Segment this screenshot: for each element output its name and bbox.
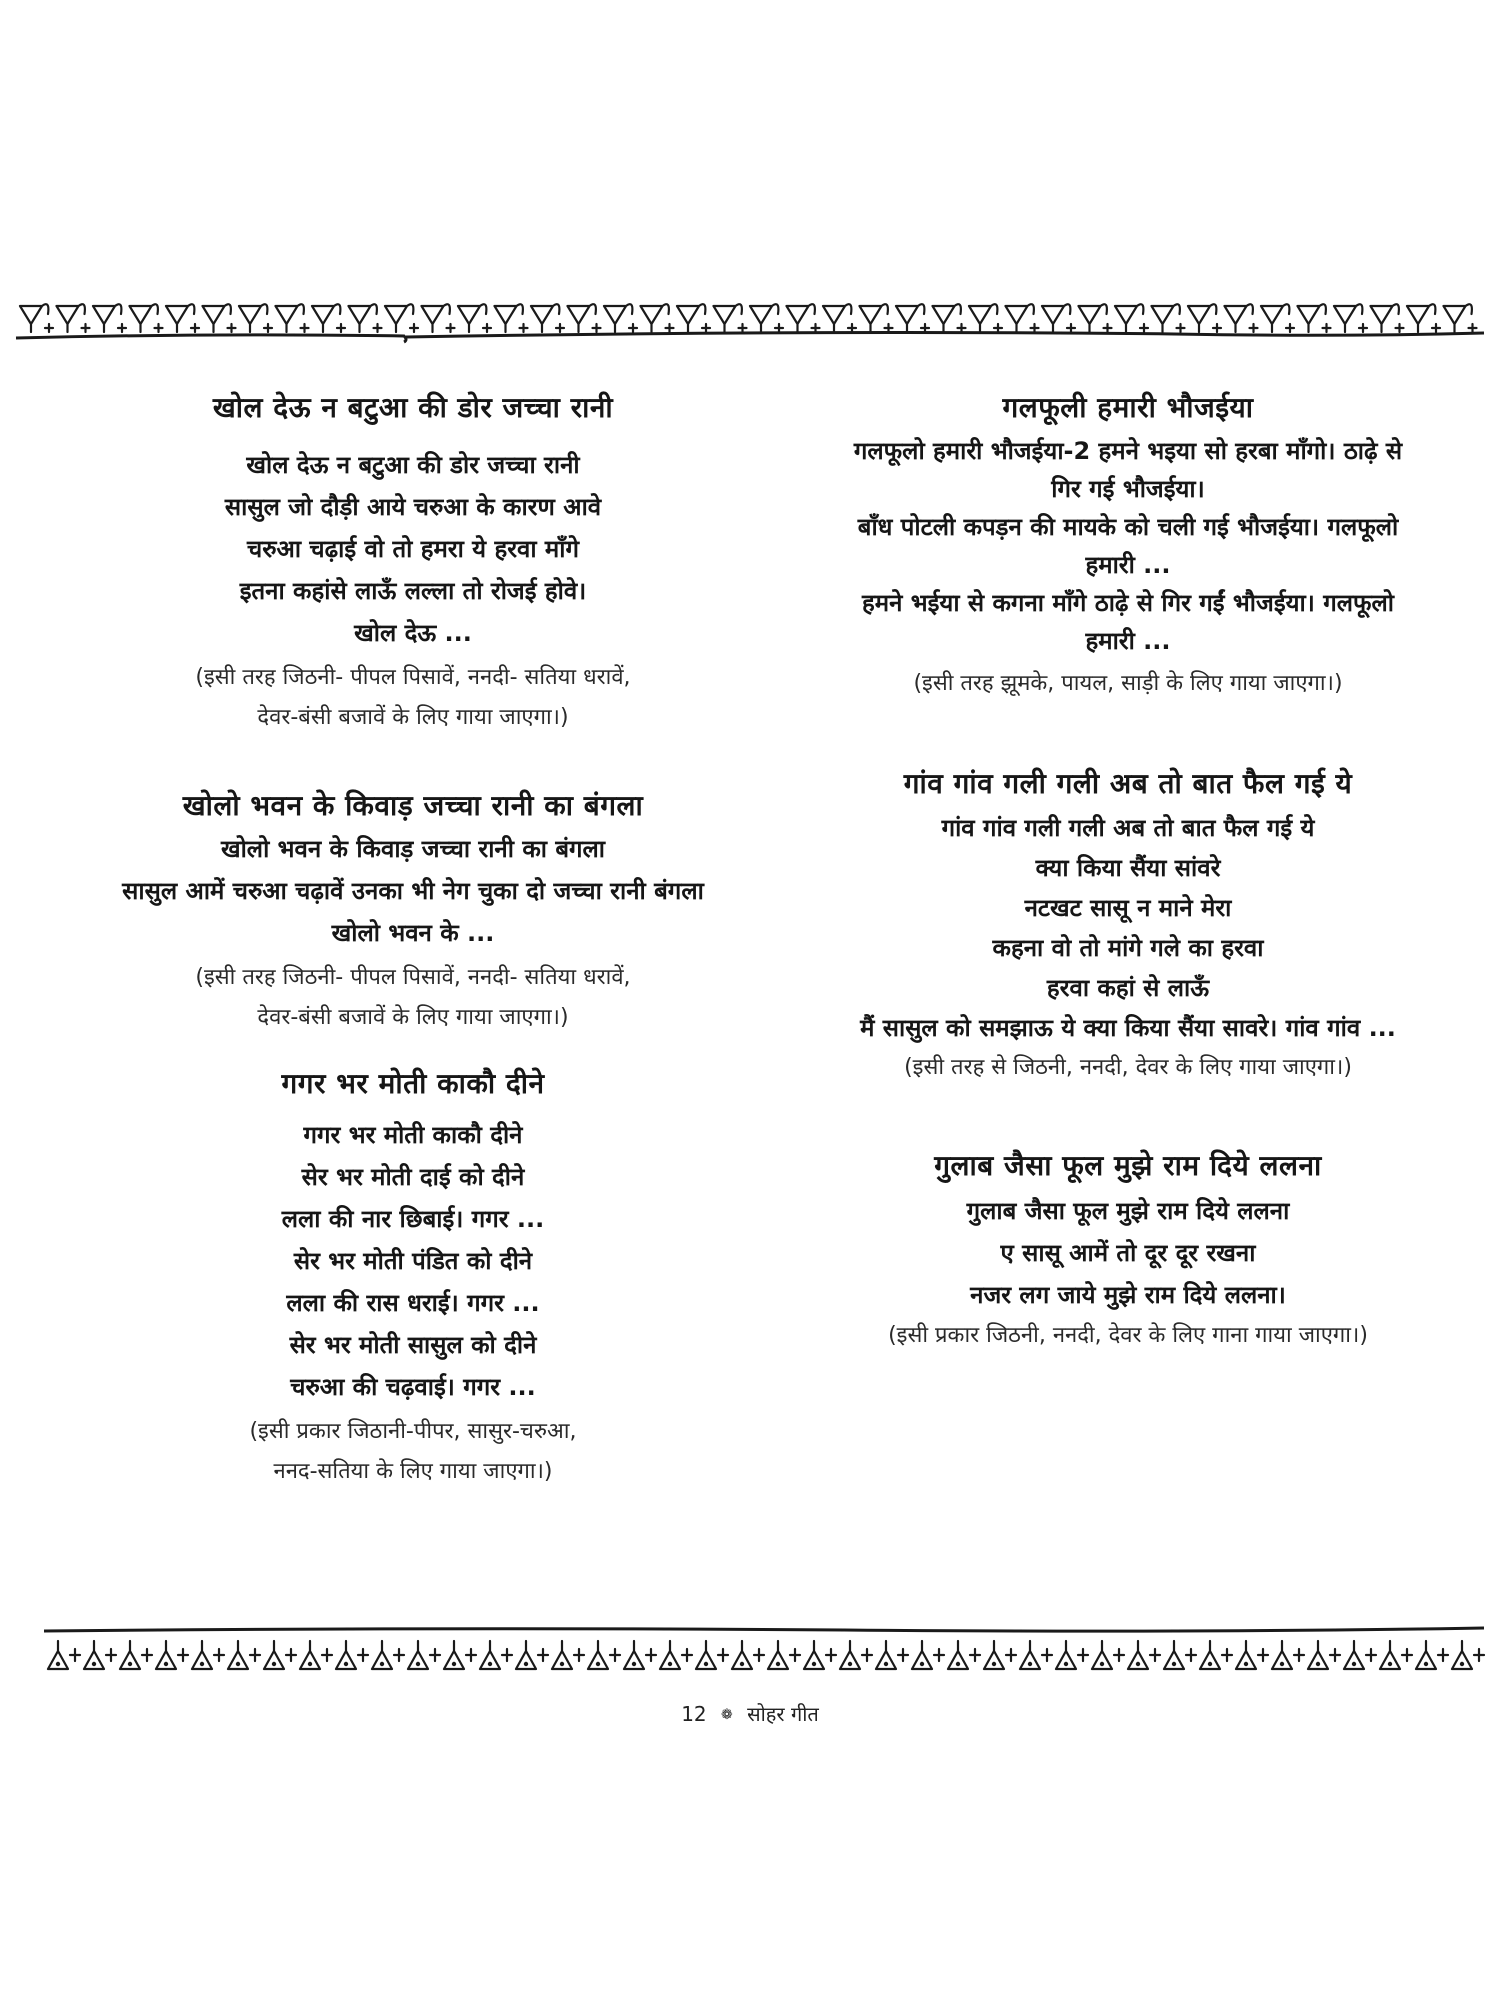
song-line: सासुल जो दौड़ी आये चरुआ के कारण आवे (224, 493, 602, 521)
song-line: ए सासू आमें तो दूर दूर रखना (1000, 1239, 1256, 1267)
song-line: गांव गांव गली गली अब तो बात फैल गई ये (941, 814, 1315, 842)
song-line: हरवा कहां से लाऊँ (1046, 974, 1210, 1002)
song-line: गुलाब जैसा फूल मुझे राम दिये ललना (966, 1197, 1290, 1225)
song-line: हमारी ... (1085, 551, 1171, 579)
song-gulab-jaisa (778, 1146, 1478, 1356)
song-note: देवर-बंसी बजावें के लिए गाया जाएगा।) (257, 1005, 569, 1030)
page-footer (0, 1700, 1500, 1727)
song-line: नटखट सासू न माने मेरा (1024, 894, 1232, 922)
song-galfuli (778, 388, 1478, 704)
song-title: गलफूली हमारी भौजईया (1002, 391, 1254, 424)
song-line: हमने भईया से कगना माँगे ठाढ़े से गिर गईं भौजईया। गलफूलो (862, 589, 1394, 617)
song-title: खोलो भवन के किवाड़ जच्चा रानी का बंगला (182, 789, 644, 822)
book-title: सोहर गीत (747, 1702, 819, 1726)
song-line: चरुआ की चढ़वाई। गगर ... (290, 1373, 536, 1401)
song-note: (इसी तरह झूमके, पायल, साड़ी के लिए गाया जाएगा।) (913, 671, 1343, 696)
song-line: सेर भर मोती दाई को दीने (301, 1163, 525, 1191)
song-note: (इसी प्रकार जिठनी, ननदी, देवर के लिए गाना गाया जाएगा।) (888, 1323, 1368, 1348)
song-gagar-bhar (48, 1064, 778, 1492)
song-line: कहना वो तो मांगे गले का हरवा (992, 934, 1264, 962)
song-line: खोलो भवन के किवाड़ जच्चा रानी का बंगला (220, 835, 606, 863)
song-line: इतना कहांसे लाऊँ लल्ला तो रोजई होवे। (239, 577, 587, 605)
bottom-border-ornament (44, 1625, 1486, 1681)
song-line: सेर भर मोती पंडित को दीने (293, 1247, 533, 1275)
song-line: खोल देऊ न बटुआ की डोर जच्चा रानी (246, 451, 580, 479)
page-number: 12 (681, 1702, 707, 1726)
song-line: गगर भर मोती काकौ दीने (303, 1121, 523, 1149)
right-column (778, 388, 1478, 1356)
song-line: हमारी ... (1085, 627, 1171, 655)
song-line: मैं सासुल को समझाऊ ये क्या किया सैंया सावरे। गांव गांव ... (860, 1014, 1396, 1042)
song-line: खोल देऊ ... (354, 619, 472, 647)
left-column (48, 388, 778, 1492)
song-line: बाँध पोटली कपड़न की मायके को चली गई भौजईया। गलफूलो (857, 513, 1399, 541)
song-kholo-bhavan (48, 786, 778, 1038)
song-line: लला की नार छिबाई। गगर ... (281, 1205, 545, 1233)
song-line: गलफूलो हमारी भौजईया-2 हमने भइया सो हरबा माँगो। ठाढ़े से (853, 437, 1403, 465)
top-border-ornament (14, 296, 1486, 346)
song-note: (इसी तरह जिठनी- पीपल पिसावें, ननदी- सतिया धरावें, (195, 665, 631, 690)
song-note: ननद-सतिया के लिए गाया जाएगा।) (273, 1459, 553, 1484)
song-line: सेर भर मोती सासुल को दीने (289, 1331, 537, 1359)
song-note: (इसी तरह जिठनी- पीपल पिसावें, ननदी- सतिया धरावें, (195, 965, 631, 990)
song-line: सासुल आमें चरुआ चढ़ावें उनका भी नेग चुका दो जच्चा रानी बंगला (122, 877, 704, 905)
song-khol-deu (48, 388, 778, 738)
song-line: खोलो भवन के ... (331, 919, 495, 947)
song-line: क्या किया सैंया सांवरे (1035, 854, 1221, 882)
song-note: देवर-बंसी बजावें के लिए गाया जाएगा।) (257, 705, 569, 730)
song-line: नजर लग जाये मुझे राम दिये ललना। (970, 1281, 1286, 1309)
song-title: गगर भर मोती काकौ दीने (281, 1067, 545, 1100)
song-line: चरुआ चढ़ाई वो तो हमरा ये हरवा माँगे (246, 535, 580, 563)
song-title: खोल देऊ न बटुआ की डोर जच्चा रानी (212, 391, 614, 424)
song-title: गांव गांव गली गली अब तो बात फैल गई ये (903, 767, 1353, 800)
song-title: गुलाब जैसा फूल मुझे राम दिये ललना (934, 1149, 1322, 1182)
song-gaon-gaon (778, 764, 1478, 1088)
song-note: (इसी तरह से जिठनी, ननदी, देवर के लिए गाया जाएगा।) (904, 1055, 1352, 1080)
flower-icon: ❁ (721, 1707, 733, 1723)
song-line: लला की रास धराई। गगर ... (286, 1289, 540, 1317)
song-note: (इसी प्रकार जिठानी-पीपर, सासुर-चरुआ, (249, 1419, 577, 1444)
song-line: गिर गई भौजईया। (1051, 475, 1205, 503)
